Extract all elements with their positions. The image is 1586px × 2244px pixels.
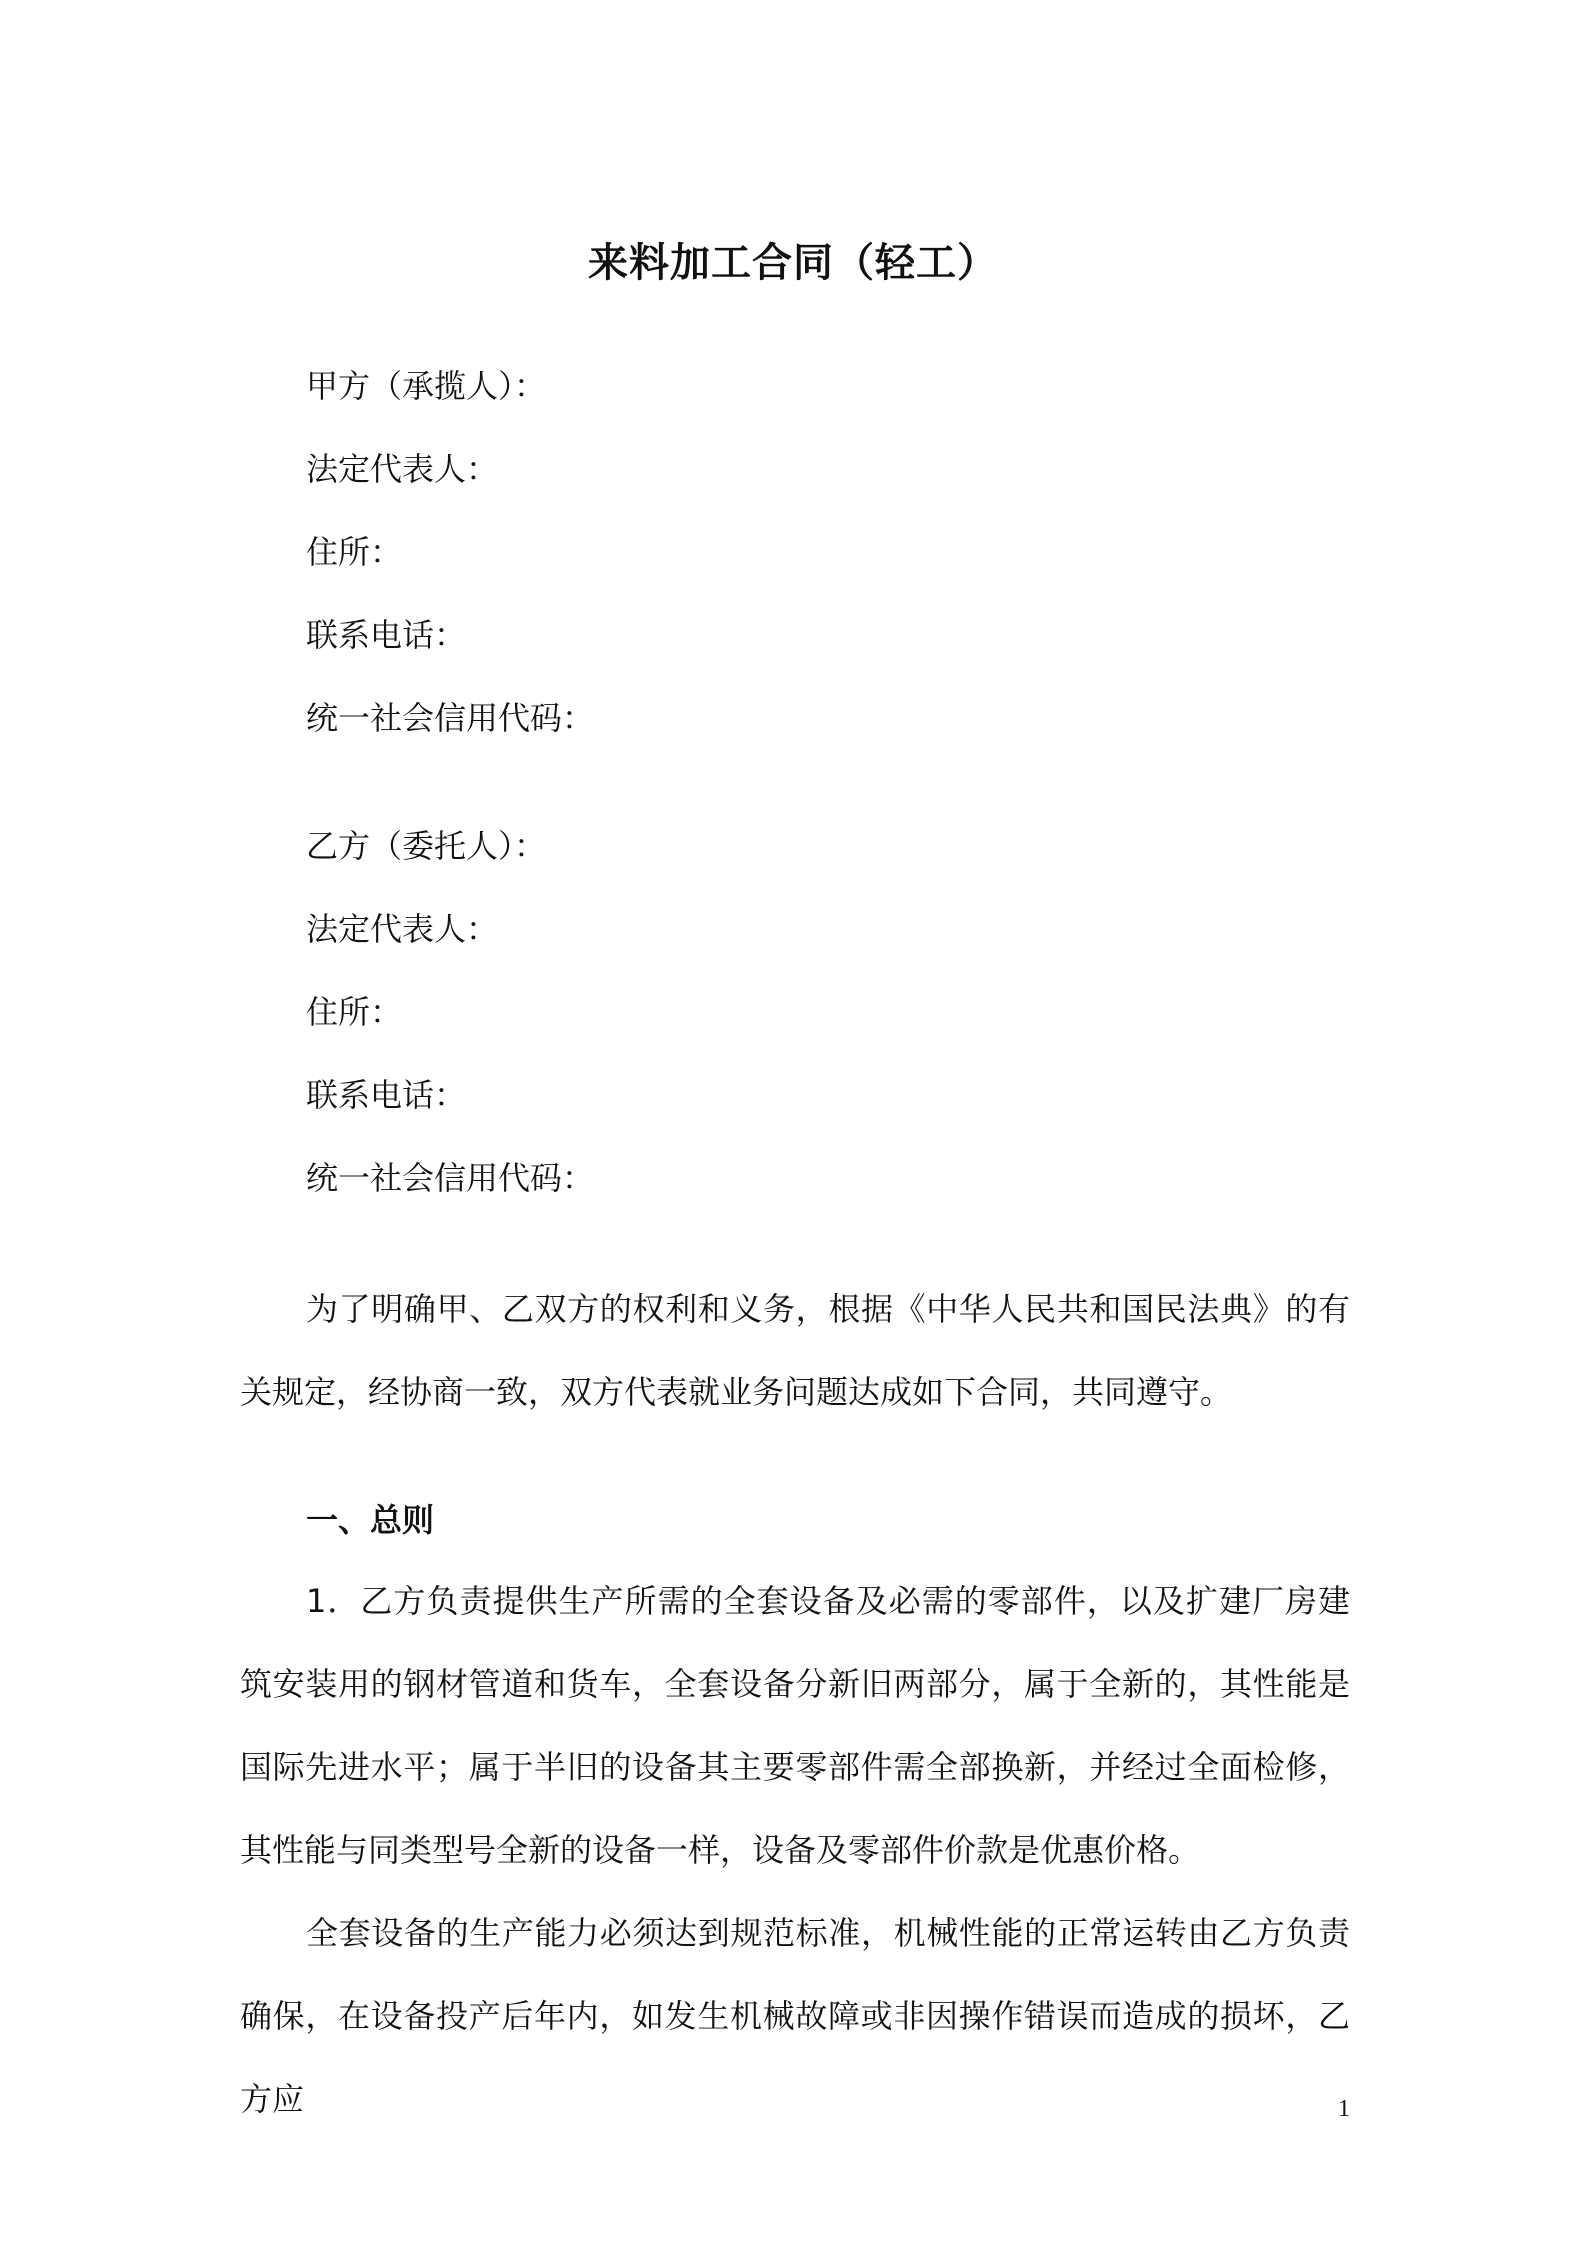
document-title: 来料加工合同（轻工）	[588, 240, 998, 286]
clause-1-continuation-paragraph: 全套设备的生产能力必须达到规范标准，机械性能的正常运转由乙方负责确保，在设备投产后年内，如发生机械故障或非因操作错误而造成的损坏，乙方应	[240, 1914, 1350, 2118]
party-b-address-label: 住所：	[306, 993, 403, 1031]
preamble-paragraph: 为了明确甲、乙双方的权利和义务，根据《中华人民共和国民法典》的有关规定，经协商一致，双方代表就业务问题达成如下合同，共同遵守。	[240, 1290, 1350, 1411]
party-a-credit-code-label: 统一社会信用代码：	[306, 699, 595, 737]
page-number: 1	[1338, 2096, 1350, 2122]
party-b-representative-label: 法定代表人：	[306, 910, 499, 948]
clause-1-paragraph: 1．乙方负责提供生产所需的全套设备及必需的零部件，以及扩建厂房建筑安装用的钢材管道和货车，全套设备分新旧两部分，属于全新的，其性能是国际先进水平；属于半旧的设备其主要零部件需全部换新，并经过全面检修，其性能与同类型号全新的设备一样，设备及零部件价款是优惠价格。	[240, 1582, 1350, 1869]
party-b-credit-code-label: 统一社会信用代码：	[306, 1159, 595, 1197]
party-b-phone-label: 联系电话：	[306, 1076, 467, 1114]
section-1-heading: 一、总则	[306, 1501, 435, 1539]
party-a-name-label: 甲方（承揽人）：	[306, 367, 547, 405]
party-a-phone-label: 联系电话：	[306, 616, 467, 654]
party-a-address-label: 住所：	[306, 533, 403, 571]
party-a-representative-label: 法定代表人：	[306, 450, 499, 488]
party-b-name-label: 乙方（委托人）：	[306, 827, 547, 865]
